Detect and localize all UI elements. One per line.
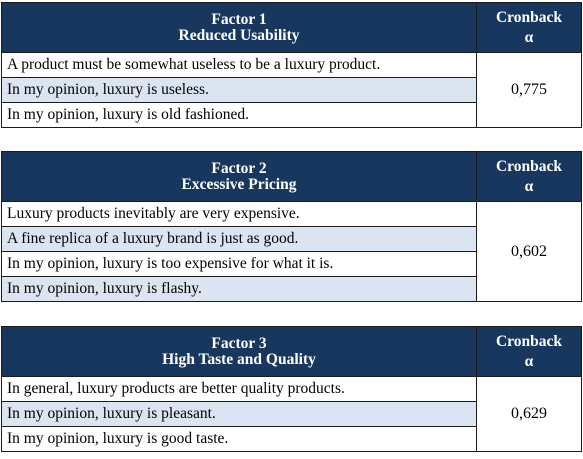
item-statement: In my opinion, luxury is flashy. — [2, 277, 477, 302]
table-header-row — [2, 152, 582, 202]
item-statement: A product must be somewhat useless to be a luxury product. — [2, 53, 477, 78]
factor-table-2 — [1, 151, 582, 302]
factor-name: Excessive Pricing — [181, 175, 297, 193]
item-statement: In my opinion, luxury is pleasant. — [2, 402, 477, 427]
factor-name: High Taste and Quality — [162, 350, 316, 368]
table-row — [2, 377, 582, 402]
factor-table-1 — [1, 2, 582, 128]
cronbach-label: Cronback — [495, 8, 563, 26]
item-statement: In my opinion, luxury is too expensive for what it is. — [2, 252, 477, 277]
item-statement: In my opinion, luxury is useless. — [2, 78, 477, 103]
factor-number: Factor 2 — [211, 160, 267, 177]
table-row — [2, 53, 582, 78]
item-statement: In my opinion, luxury is old fashioned. — [2, 103, 477, 128]
cronbach-alpha-value: 0,602 — [477, 202, 582, 302]
table-header-row — [2, 327, 582, 377]
item-statement: In general, luxury products are better quality products. — [2, 377, 477, 402]
factor-header — [2, 3, 477, 53]
cronbach-alpha-header — [477, 152, 582, 202]
cronbach-alpha-value: 0,775 — [477, 53, 582, 128]
table-header-row — [2, 3, 582, 53]
cronbach-label: Cronback — [495, 332, 563, 350]
cronbach-alpha-header — [477, 327, 582, 377]
alpha-symbol: α — [524, 352, 534, 370]
factor-header — [2, 152, 477, 202]
item-statement: Luxury products inevitably are very expensive. — [2, 202, 477, 227]
factor-name: Reduced Usability — [178, 26, 300, 44]
item-statement: In my opinion, luxury is good taste. — [2, 427, 477, 452]
cronbach-alpha-header — [477, 3, 582, 53]
factor-number: Factor 1 — [211, 11, 267, 28]
alpha-symbol: α — [524, 28, 534, 46]
table-row — [2, 202, 582, 227]
item-statement: A fine replica of a luxury brand is just as good. — [2, 227, 477, 252]
factor-table-3 — [1, 326, 582, 452]
factor-number: Factor 3 — [211, 335, 267, 352]
factor-header — [2, 327, 477, 377]
cronbach-label: Cronback — [495, 157, 563, 175]
alpha-symbol: α — [524, 177, 534, 195]
cronbach-alpha-value: 0,629 — [477, 377, 582, 452]
